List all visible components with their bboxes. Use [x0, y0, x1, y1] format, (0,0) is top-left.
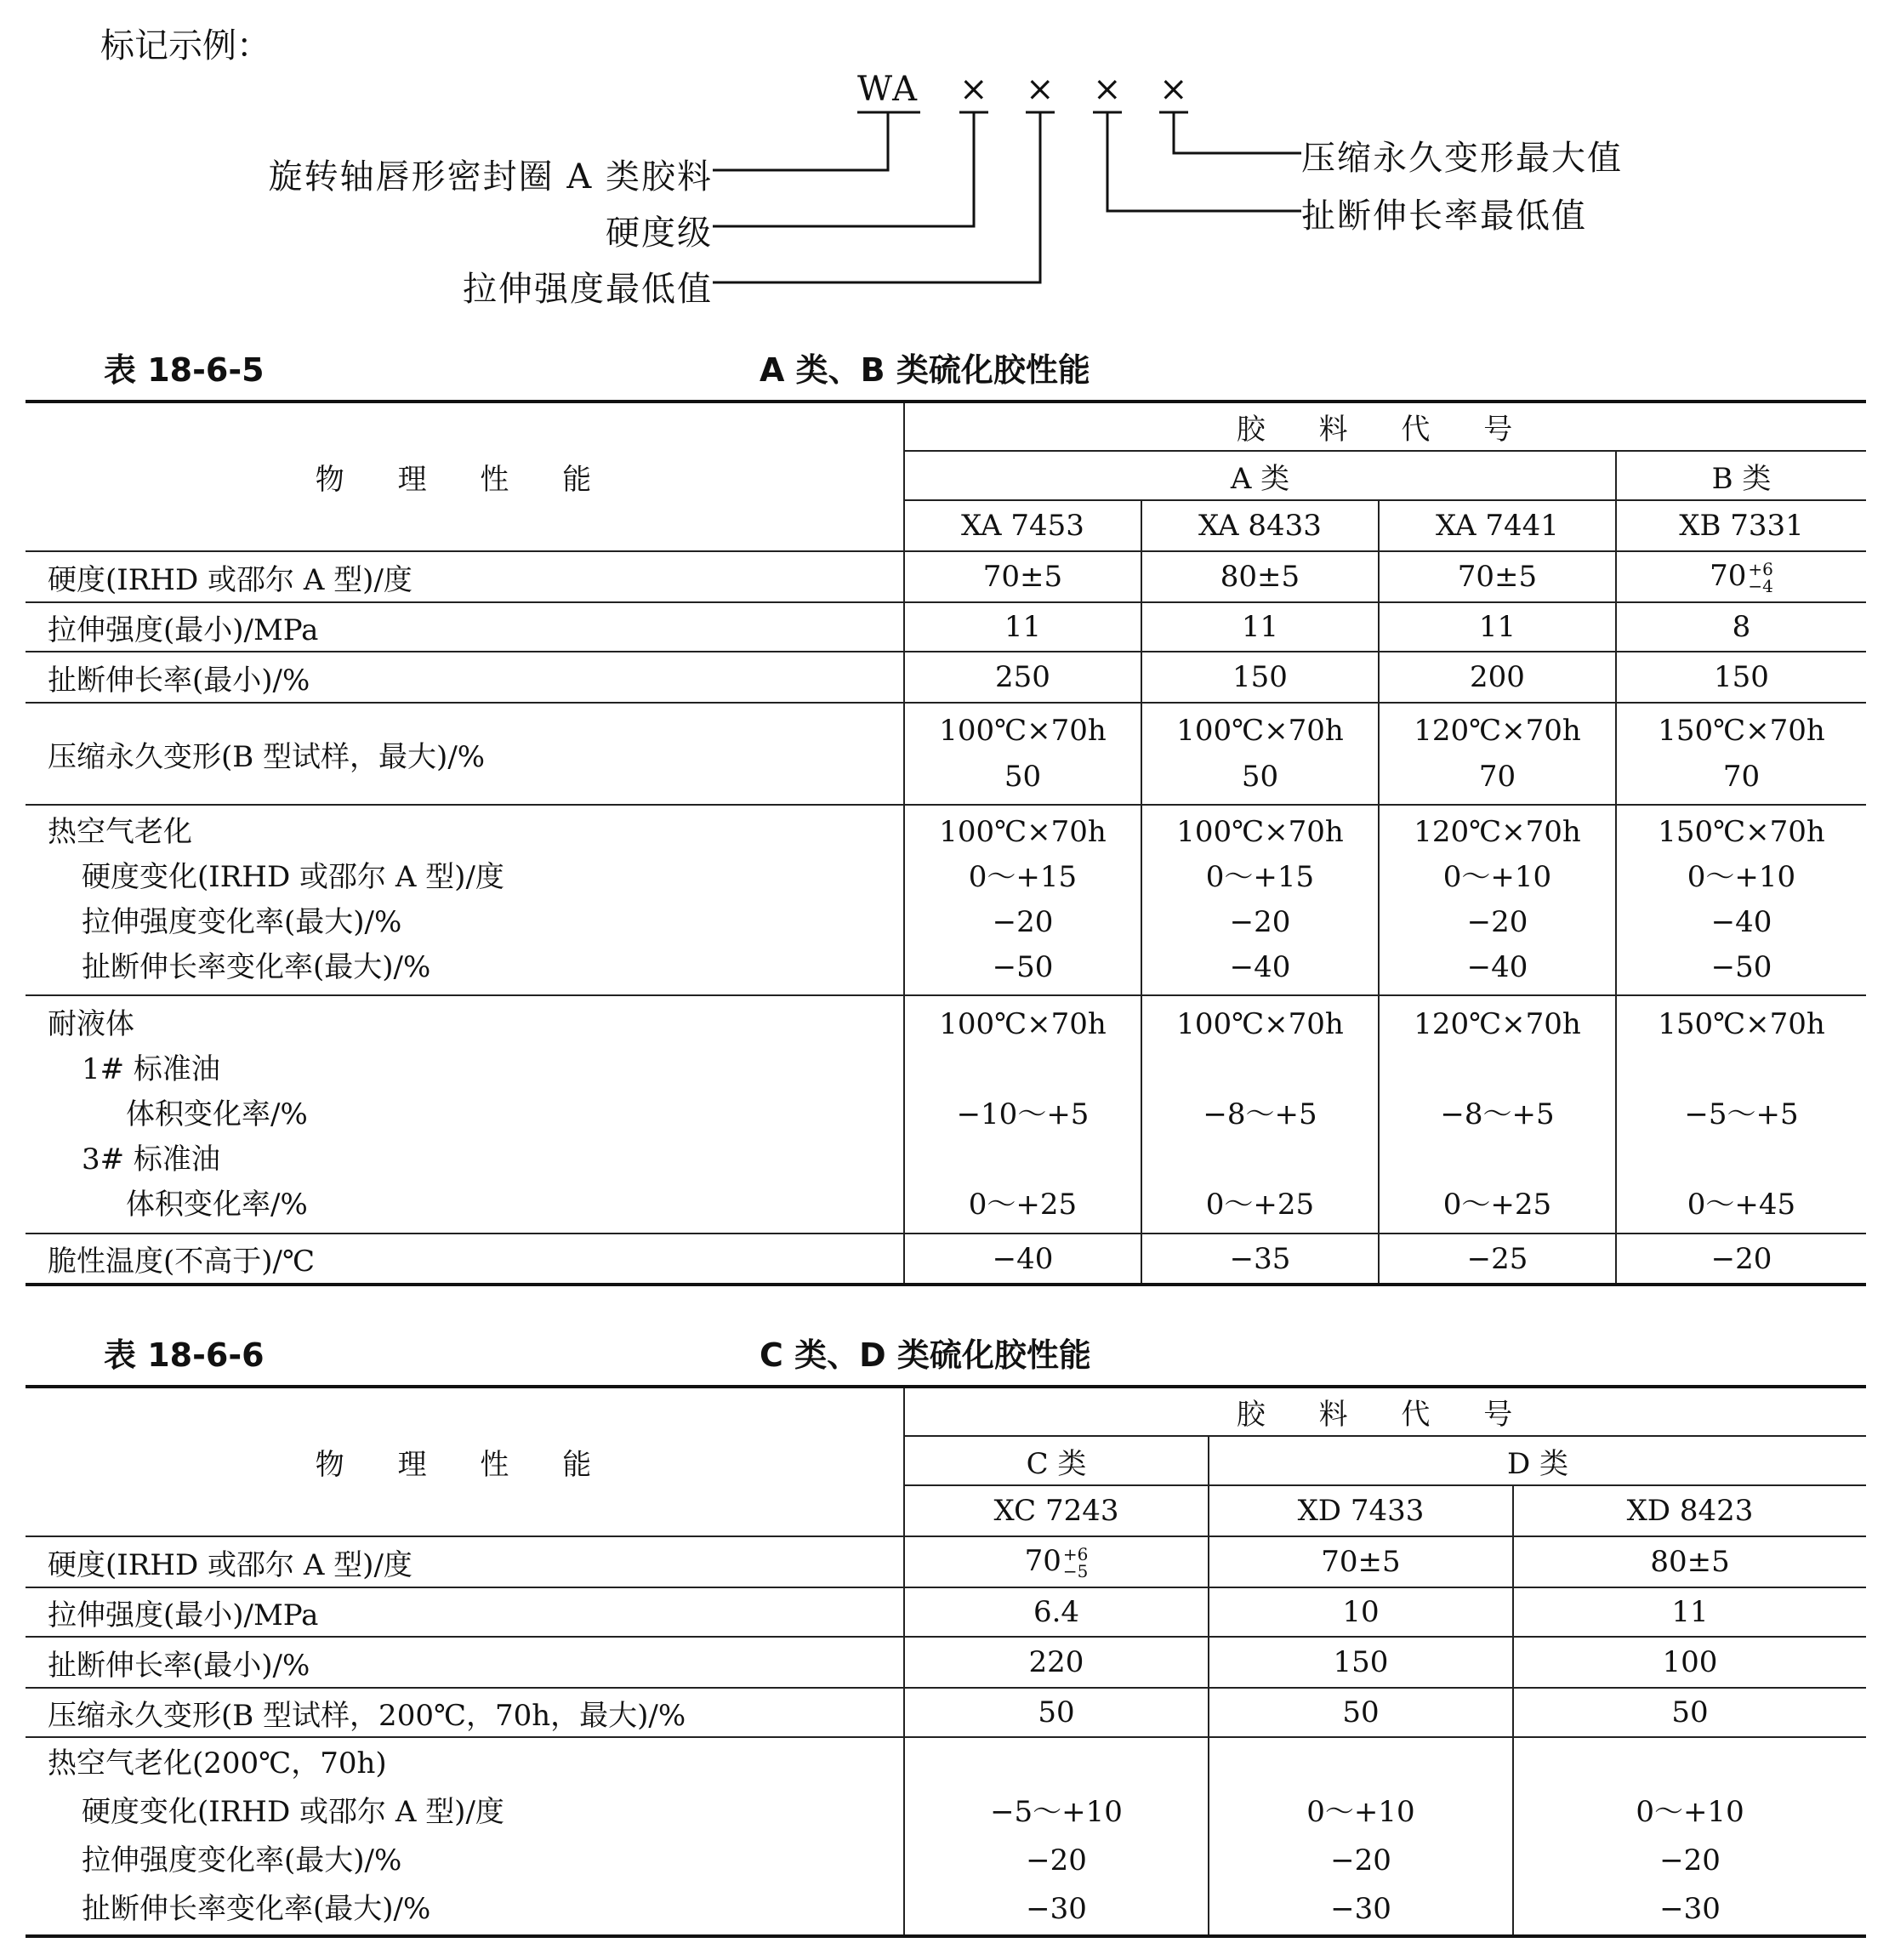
- code-wa: WA: [857, 70, 919, 109]
- label-tensile: 拉伸强度最低值: [463, 270, 713, 309]
- cell: 6.4: [904, 1587, 1209, 1637]
- cell: 120℃×70h −8～+5 0～+25: [1379, 995, 1616, 1234]
- cell: −5～+10 −20 −30: [904, 1737, 1209, 1936]
- cell-hardness-tolerance: [904, 1536, 1209, 1587]
- table1-code-header: 胶 料 代 号: [904, 402, 1866, 451]
- row-label-aging: 热空气老化(200℃，70h) 硬度变化(IRHD 或邵尔 A 型)/度 拉伸强度变化率(最大)/% 扯断伸长率变化率(最大)/%: [26, 1737, 904, 1936]
- table-ab: [26, 400, 1866, 1286]
- cell-hardness-tolerance: [1616, 551, 1866, 602]
- table1-number: 表 18-6-5: [104, 351, 265, 389]
- table1-class-b: B 类: [1616, 451, 1866, 500]
- table2-class-d: D 类: [1209, 1436, 1866, 1485]
- table2-code: XC 7243: [904, 1485, 1209, 1536]
- cell: 120℃×70h 0～+10 −20 −40: [1379, 805, 1616, 995]
- cell: 150℃×70h −5～+5 0～+45: [1616, 995, 1866, 1234]
- cell: 100℃×70h 50: [904, 703, 1141, 805]
- cell: 11: [1379, 602, 1616, 652]
- tol-base: 70: [1024, 1544, 1061, 1578]
- table2-code: XD 8423: [1513, 1485, 1866, 1536]
- cell: 11: [1513, 1587, 1866, 1637]
- row-label-brittle: 脆性温度(不高于)/℃: [26, 1234, 904, 1285]
- row-label-aging: 热空气老化 硬度变化(IRHD 或邵尔 A 型)/度 拉伸强度变化率(最大)/% 扯断伸长率变化率(最大)/%: [26, 805, 904, 995]
- cell: 10: [1209, 1587, 1513, 1637]
- cell: 200: [1379, 652, 1616, 703]
- cell: 120℃×70h 70: [1379, 703, 1616, 805]
- label-wa: 旋转轴唇形密封圈 A 类胶料: [268, 157, 713, 197]
- cell: 100℃×70h −10～+5 0～+25: [904, 995, 1141, 1234]
- cell: 11: [1141, 602, 1379, 652]
- table-row: [26, 1688, 1866, 1737]
- cell: 70±5: [904, 551, 1141, 602]
- row-label-elongation: 扯断伸长率(最小)/%: [26, 1637, 904, 1688]
- cell: 100℃×70h 0～+15 −20 −50: [904, 805, 1141, 995]
- cell: 100℃×70h 0～+15 −20 −40: [1141, 805, 1379, 995]
- marking-intro: 标记示例：: [100, 26, 270, 66]
- cell: 150℃×70h 0～+10 −40 −50: [1616, 805, 1866, 995]
- table-row: [26, 805, 1866, 995]
- table-row: [26, 1536, 1866, 1587]
- row-label-hardness: 硬度(IRHD 或邵尔 A 型)/度: [26, 1536, 904, 1587]
- tol-lower: −5: [1062, 1561, 1089, 1581]
- cell: 0～+10 −20 −30: [1513, 1737, 1866, 1936]
- table-row: [26, 1737, 1866, 1936]
- cell: 70±5: [1379, 551, 1616, 602]
- label-elongation: 扯断伸长率最低值: [1301, 197, 1587, 236]
- table1-property-header: 物 理 性 能: [26, 402, 904, 551]
- row-label-compression: 压缩永久变形(B 型试样，200℃，70h，最大)/%: [26, 1688, 904, 1737]
- tol-base: 70: [1710, 559, 1747, 593]
- cell: 50: [1209, 1688, 1513, 1737]
- cell: 50: [904, 1688, 1209, 1737]
- table2-title: C 类、D 类硫化胶性能: [760, 1336, 1091, 1374]
- cell: 100℃×70h 50: [1141, 703, 1379, 805]
- tol-lower: −4: [1748, 576, 1773, 596]
- row-label-fluid: 耐液体 1# 标准油 体积变化率/% 3# 标准油 体积变化率/%: [26, 995, 904, 1234]
- cell: 150: [1209, 1637, 1513, 1688]
- table-row: [26, 703, 1866, 805]
- label-compression: 压缩永久变形最大值: [1301, 139, 1623, 178]
- table1-class-a: A 类: [904, 451, 1616, 500]
- code-tensile: ×: [1026, 70, 1056, 109]
- cell: 80±5: [1513, 1536, 1866, 1587]
- table2-class-c: C 类: [904, 1436, 1209, 1485]
- tol-upper: +6: [1062, 1544, 1089, 1564]
- cell: 250: [904, 652, 1141, 703]
- table1-code: XA 7453: [904, 500, 1141, 551]
- table-row: [26, 1637, 1866, 1688]
- table-cd: [26, 1385, 1866, 1938]
- cell: −25: [1379, 1234, 1616, 1285]
- code-elongation: ×: [1093, 70, 1124, 109]
- table2-code: XD 7433: [1209, 1485, 1513, 1536]
- marking-diagram: [0, 60, 1889, 315]
- table-row: [26, 652, 1866, 703]
- table2-property-header: 物 理 性 能: [26, 1387, 904, 1536]
- table1-code: XA 8433: [1141, 500, 1379, 551]
- table-row: [26, 602, 1866, 652]
- row-label-compression: 压缩永久变形(B 型试样，最大)/%: [26, 703, 904, 805]
- cell: 50: [1513, 1688, 1866, 1737]
- code-hardness: ×: [959, 70, 990, 109]
- table2-number: 表 18-6-6: [104, 1336, 265, 1374]
- cell: 80±5: [1141, 551, 1379, 602]
- cell: 100: [1513, 1637, 1866, 1688]
- cell: 150℃×70h 70: [1616, 703, 1866, 805]
- cell: 8: [1616, 602, 1866, 652]
- tol-upper: +6: [1748, 559, 1773, 579]
- table-row: [26, 1587, 1866, 1637]
- cell: −40: [904, 1234, 1141, 1285]
- cell: 150: [1616, 652, 1866, 703]
- cell: −35: [1141, 1234, 1379, 1285]
- table1-title: A 类、B 类硫化胶性能: [760, 351, 1090, 389]
- code-compression: ×: [1159, 70, 1190, 109]
- row-label-tensile: 拉伸强度(最小)/MPa: [26, 1587, 904, 1637]
- cell: 0～+10 −20 −30: [1209, 1737, 1513, 1936]
- cell: 11: [904, 602, 1141, 652]
- table2-code-header: 胶 料 代 号: [904, 1387, 1866, 1436]
- row-label-elongation: 扯断伸长率(最小)/%: [26, 652, 904, 703]
- cell: −20: [1616, 1234, 1866, 1285]
- table1-code: XA 7441: [1379, 500, 1616, 551]
- cell: 100℃×70h −8～+5 0～+25: [1141, 995, 1379, 1234]
- table-row: [26, 995, 1866, 1234]
- cell: 70±5: [1209, 1536, 1513, 1587]
- row-label-hardness: 硬度(IRHD 或邵尔 A 型)/度: [26, 551, 904, 602]
- table-row: [26, 1234, 1866, 1285]
- cell: 150: [1141, 652, 1379, 703]
- label-hardness: 硬度级: [606, 214, 713, 253]
- table1-code: XB 7331: [1616, 500, 1866, 551]
- row-label-tensile: 拉伸强度(最小)/MPa: [26, 602, 904, 652]
- table-row: [26, 551, 1866, 602]
- cell: 220: [904, 1637, 1209, 1688]
